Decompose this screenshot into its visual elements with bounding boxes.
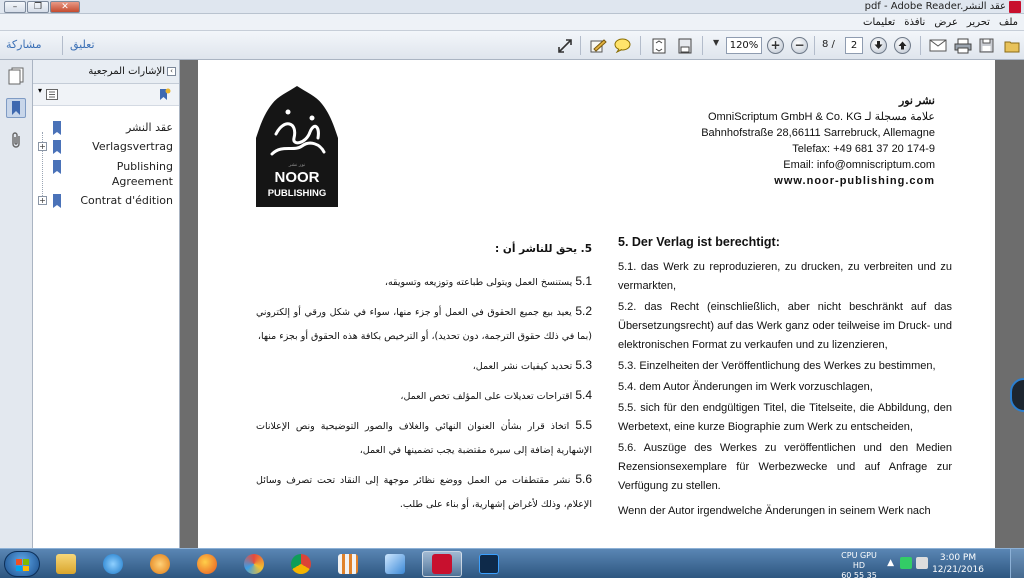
arabic-paragraph — [256, 413, 592, 463]
bookmarks-panel — [33, 60, 180, 548]
swirl-app-icon — [244, 554, 264, 574]
bookmark-icon — [53, 194, 61, 205]
media-player-icon — [150, 554, 170, 574]
menu-bar — [0, 14, 1024, 31]
publisher-website[interactable]: www.noor-publishing.com — [774, 175, 935, 187]
minimize-button[interactable]: – — [4, 1, 26, 13]
chrome-icon — [291, 554, 311, 574]
folder-icon — [56, 554, 76, 574]
arabic-paragraph — [256, 353, 592, 379]
bookmark-options-icon[interactable] — [46, 89, 58, 103]
title-bar — [0, 0, 1024, 14]
bookmark-item-verlagsvertrag[interactable]: Verlagsvertrag — [92, 140, 173, 153]
german-paragraph: 5.5. sich für den endgültigen Titel, die Titelseite, die Abbildung, den Werbetext, eine kurze Biographie zum Werk zu entscheiden, — [618, 402, 952, 433]
comment-bubble-icon[interactable] — [613, 36, 632, 55]
zoom-input[interactable]: 120% — [726, 37, 762, 54]
clause-number: 5.1 — [575, 274, 592, 288]
publisher-street: Bahnhofstraße 28,66111 Sarrebruck, Allemagne — [701, 127, 935, 139]
firefox-icon — [197, 554, 217, 574]
zoom-in-button[interactable]: + — [767, 37, 784, 54]
toolbar-divider — [702, 36, 703, 55]
clock[interactable] — [930, 552, 986, 576]
clause-text: نشر مقتطفات من العمل ووضع نظائر موجهة إلى النقاد تحت تصرف وسائل الإعلام، وذلك لأغراض إشهارية، أو بناء على طلب. — [256, 475, 592, 510]
toolbar-divider — [62, 36, 63, 55]
menu-window[interactable]: نافذة — [904, 17, 926, 28]
sign-icon[interactable] — [589, 36, 608, 55]
menu-view[interactable]: عرض — [934, 17, 958, 28]
email-icon[interactable] — [928, 36, 947, 55]
clause-number: 5.2 — [575, 304, 592, 318]
taskbar-chrome[interactable] — [281, 551, 321, 577]
toolbar-divider — [580, 36, 581, 55]
clause-number: 5.5 — [575, 418, 592, 432]
taskbar-app-swirl[interactable] — [234, 551, 274, 577]
bookmark-icon — [53, 160, 61, 171]
page-thumbnails-icon[interactable] — [6, 66, 26, 86]
clause-text: يستنسخ العمل ويتولى طباعته وتوزيعه وتسويقه، — [384, 277, 573, 288]
open-file-icon[interactable] — [1002, 36, 1021, 55]
arabic-paragraph — [256, 383, 592, 409]
bookmark-item-arabic[interactable]: عقد النشر — [125, 121, 173, 134]
navigation-rail — [0, 60, 33, 548]
pdf-page — [198, 60, 995, 548]
fit-page-icon[interactable] — [649, 36, 668, 55]
document-viewport[interactable] — [181, 60, 1024, 548]
clause-number: 5.4 — [575, 388, 592, 402]
bookmarks-toolbar — [33, 84, 179, 106]
clock-date: 12/21/2016 — [932, 565, 984, 575]
german-paragraph: 5.3. Einzelheiten der Veröffentlichung des Werkes zu bestimmen, — [618, 360, 936, 372]
clause-text: تحديد كيفيات نشر العمل، — [472, 361, 573, 372]
logo-line1: NOOR — [274, 169, 320, 186]
new-bookmark-icon[interactable] — [157, 88, 171, 104]
zoom-dropdown-arrow[interactable]: ▼ — [713, 38, 720, 47]
german-paragraph: 5.1. das Werk zu reproduzieren, zu drucken, zu verbreiten und zu vermarkten, — [618, 261, 952, 292]
taskbar-photoshop[interactable] — [469, 551, 509, 577]
toolbar-divider — [814, 36, 815, 55]
toolbar-divider — [640, 36, 641, 55]
clause-number: 5.6 — [575, 472, 592, 486]
publisher-email: Email: info@omniscriptum.com — [783, 159, 935, 171]
photoshop-icon — [479, 554, 499, 574]
taskbar-firefox[interactable] — [187, 551, 227, 577]
internet-explorer-icon — [103, 554, 123, 574]
print-icon[interactable] — [953, 36, 972, 55]
toolbar-divider — [920, 36, 921, 55]
expand-toggle[interactable]: + — [39, 196, 46, 205]
taskbar-app-grid[interactable] — [328, 551, 368, 577]
bookmark-icon — [53, 121, 61, 132]
floating-widget[interactable] — [1010, 378, 1024, 412]
clause-text: اتخاذ قرار بشأن العنوان النهائي والغلاف والصور التوضيحية ونص الإعلانات الإشهارية إضافة إلى سيرة مقتضبة يجب تضمينها في العمل، — [256, 421, 592, 456]
toolbar — [0, 31, 1024, 60]
monitor-values: 60 55 35 — [841, 571, 877, 578]
publisher-company: OmniScriptum GmbH & Co. KG علامة مسجلة لـ — [707, 111, 935, 123]
next-page-button[interactable] — [870, 37, 887, 54]
restore-button[interactable]: ❐ — [27, 1, 49, 13]
arabic-paragraph — [256, 467, 592, 517]
system-monitor — [834, 551, 884, 578]
options-dropdown-arrow[interactable]: ▾ — [38, 86, 43, 95]
tray-arrow-icon[interactable]: ▲ — [887, 558, 894, 568]
bookmarks-icon[interactable] — [6, 98, 26, 118]
taskbar-media-player[interactable] — [140, 551, 180, 577]
expand-toggle[interactable]: + — [39, 142, 46, 151]
start-button[interactable] — [4, 551, 40, 577]
taskbar-internet-explorer[interactable] — [93, 551, 133, 577]
clause-text: يعيد بيع جميع الحقوق في العمل أو جزء منها، سواء في شكل ورقي أو إلكتروني (بما في ذلك حقوق الترجمة، دون تحديد)، أو الترخيص بكافة هذه الحقوق أو بجزء منها، — [256, 307, 592, 342]
bookmark-item-contrat-edition[interactable]: Contrat d'édition — [80, 194, 173, 207]
menu-help[interactable]: تعليمات — [863, 17, 896, 28]
clause-text: اقتراحات تعديلات على المؤلف تخص العمل، — [400, 391, 573, 402]
bookmark-item-publishing-agreement[interactable]: Publishing Agreement — [111, 160, 173, 188]
taskbar — [0, 548, 1024, 578]
comment-button[interactable]: تعليق — [70, 38, 95, 51]
bookmarks-panel-title: الإشارات المرجعية — [88, 66, 165, 77]
taskbar-app-bird[interactable] — [375, 551, 415, 577]
close-button[interactable]: ✕ — [50, 1, 80, 13]
network-icon[interactable] — [900, 557, 912, 569]
bird-app-icon — [385, 554, 405, 574]
arabic-heading: 5. يحق للناشر أن : — [495, 243, 592, 255]
monitor-labels: CPU GPU HD — [841, 551, 877, 570]
german-heading: 5. Der Verlag ist berechtigt: — [618, 235, 780, 249]
clause-number: 5.3 — [575, 358, 592, 372]
publisher-contact-block — [701, 93, 935, 189]
german-section — [618, 235, 952, 523]
share-button[interactable]: مشاركة — [6, 38, 42, 51]
noor-publishing-logo — [254, 82, 340, 207]
publisher-name: نشر نور — [898, 95, 935, 107]
zoom-out-button[interactable]: − — [791, 37, 808, 54]
menu-file[interactable]: ملف — [998, 17, 1018, 28]
arabic-paragraph — [256, 269, 592, 295]
grid-app-icon — [338, 554, 358, 574]
fit-width-icon[interactable] — [675, 36, 694, 55]
arabic-paragraph — [256, 299, 592, 349]
german-paragraph: 5.4. dem Autor Änderungen im Werk vorzuschlagen, — [618, 381, 873, 393]
bookmark-icon — [53, 140, 61, 151]
bookmarks-panel-header — [33, 60, 179, 84]
page-total: 8 / — [822, 39, 835, 50]
page-number-input[interactable]: 2 — [845, 37, 863, 54]
windows-logo-icon — [16, 559, 29, 571]
taskbar-file-explorer[interactable] — [46, 551, 86, 577]
previous-page-button[interactable] — [894, 37, 911, 54]
arabic-section — [256, 243, 592, 521]
german-paragraph: Wenn der Autor irgendwelche Änderungen in seinem Werk nach — [618, 505, 931, 517]
menu-edit[interactable]: تحرير — [966, 17, 990, 28]
german-paragraph: 5.2. das Recht (einschließlich, aber nicht beschränkt auf das Übersetzungsrecht) auf das Werk ganz oder teilweise im Druck- und elektronischen Format zu verkaufen und zu lizenzieren, — [618, 301, 952, 351]
expand-icon[interactable] — [555, 36, 574, 55]
taskbar-adobe-reader[interactable] — [422, 551, 462, 577]
german-paragraph: 5.6. Auszüge des Werkes zu veröffentlichen und den Medien Rezensionsexemplare für Werbezwecke und auf Anfrage zur Verfügung zu stellen. — [618, 442, 952, 492]
logo-line2: PUBLISHING — [267, 188, 327, 199]
publisher-phone: Telefax: +49 681 37 20 174-9 — [792, 143, 935, 155]
window-title: pdf - Adobe Reader.عقد النشر — [864, 1, 1006, 12]
collapse-panel-button[interactable]: ‹ — [167, 67, 176, 76]
volume-icon[interactable] — [916, 557, 928, 569]
adobe-reader-icon — [1009, 1, 1021, 13]
show-desktop-button[interactable] — [1010, 549, 1024, 578]
adobe-reader-task-icon — [432, 554, 452, 574]
save-icon[interactable] — [977, 36, 996, 55]
logo-arabic: نور نشر — [288, 162, 306, 168]
clock-time: 3:00 PM — [939, 553, 977, 563]
attachments-icon[interactable] — [6, 130, 26, 150]
